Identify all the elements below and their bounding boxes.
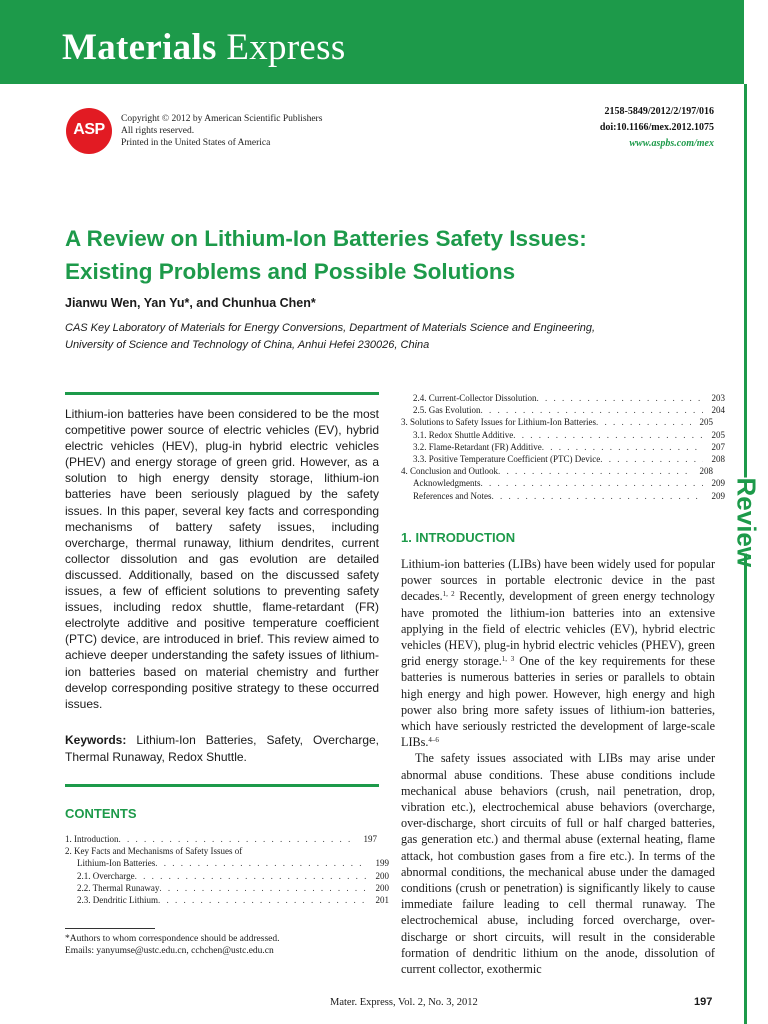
toc-entry-title: 3.3. Positive Temperature Coefficient (PTC) Device	[413, 454, 601, 465]
toc-leader-dots	[155, 857, 367, 869]
journal-name-bold: Materials	[62, 27, 217, 68]
article-type-label: Review	[731, 477, 762, 568]
keywords-label: Keywords:	[65, 733, 127, 747]
keywords-list: Lithium-Ion Batteries, Safety, Overcharge, Thermal Runaway, Redox Shuttle.	[65, 733, 379, 764]
copyright-line: Printed in the United States of America	[121, 138, 271, 148]
toc-entry-page: 204	[711, 405, 725, 416]
copyright-line: All rights reserved.	[121, 126, 195, 136]
toc-entry-title: 3.2. Flame-Retardant (FR) Additive	[413, 441, 542, 452]
toc-leader-dots	[596, 416, 691, 428]
journal-url-link[interactable]: www.aspbs.com/mex	[629, 138, 714, 149]
text-run: Lithium-ion batteries (LIBs) have been widely used for popular power sources in portable electronic device in the past decades.	[401, 557, 715, 604]
journal-name-light: Express	[226, 27, 346, 68]
keywords	[65, 732, 379, 765]
abstract-top-rule	[65, 392, 379, 395]
toc-leader-dots	[481, 404, 704, 416]
citation-ref: 4–6	[428, 736, 439, 745]
issn: 2158-5849/2012/2/197/016	[604, 106, 714, 117]
publication-info	[600, 104, 714, 152]
asp-logo	[66, 108, 112, 154]
toc-entry-page: 203	[711, 393, 725, 403]
abstract: Lithium-ion batteries have been considered to be the most competitive power source of electric vehicles (EV), hybrid electric vehicles (HEV), plug-in hybrid electric vehicles (PHEV) and energy storage of green grid. However, as a solution to high energy density storage, lithium-ion batteries have been seriously plagued by the safety issues. In this paper, several key facts and corresponding mechanisms of battery safety issues, including overcharge, thermal runaway, lithium dendrites, current collector dissolution and gas evolution are detailed discussed. Additionally, based on the discussed safety issues, a few of efficient solutions to preventing safety issues, including redox shuttle, flame-retardant (FR) electrolyte additive and positive temperature coefficient (PTC) device, are introduced in brief. This review aimed to achieve deeper understanding the safety issues of lithium-ion batteries based on material chemistry and further develop corresponding positive strategy to these occurred issues.	[65, 407, 379, 711]
toc-leader-dots	[542, 441, 703, 453]
journal-banner	[0, 0, 744, 84]
toc-entry-page: 207	[711, 441, 725, 452]
toc-leader-dots	[600, 453, 703, 465]
toc-entry[interactable]	[65, 857, 389, 869]
toc-leader-dots	[135, 870, 367, 882]
toc-entry[interactable]	[401, 453, 725, 465]
footnote-line: *Authors to whom correspondence should be addressed.	[65, 934, 280, 944]
toc-entry-page: 197	[363, 834, 377, 844]
page-number: 197	[694, 996, 713, 1008]
toc-leader-dots	[119, 833, 356, 845]
text-run: Recently, development of green energy technology have promoted the lithium-ion batteries into an extensive applying in the field of electric vehicles (EV), hybrid electric vehicles (HEV), plug-in hybrid electric vehicles (PHEV), green grid energy storage.	[401, 589, 715, 669]
toc-leader-dots	[513, 429, 703, 441]
toc-entry-title: 4. Conclusion and Outlook	[401, 466, 498, 477]
toc-entry-title: 2.3. Dendritic Lithium	[77, 895, 158, 906]
running-footer: Mater. Express, Vol. 2, No. 3, 2012	[330, 997, 478, 1008]
toc-leader-dots	[498, 465, 691, 477]
correspondence-footnote	[65, 933, 280, 957]
toc-entry-page: 209	[711, 478, 725, 489]
toc-entry-page: 205	[711, 429, 725, 440]
citation-ref: 1, 3	[501, 655, 515, 664]
authors: Jianwu Wen, Yan Yu*, and Chunhua Chen*	[65, 296, 316, 310]
toc-entry-title: 2.4. Current-Collector Dissolution	[413, 393, 537, 403]
toc-entry[interactable]	[65, 870, 389, 882]
introduction-heading: 1. INTRODUCTION	[401, 530, 516, 545]
toc-entry[interactable]	[401, 441, 725, 453]
contents-heading: CONTENTS	[65, 806, 137, 821]
toc-entry-page: 200	[375, 882, 389, 893]
citation-ref: 1, 2	[442, 590, 455, 599]
journal-title	[62, 26, 346, 69]
toc-entry[interactable]	[401, 404, 725, 416]
toc-leader-dots	[481, 477, 704, 489]
toc-entry-page: 209	[711, 490, 725, 501]
toc-entry-page: 208	[711, 454, 725, 465]
toc-entry[interactable]	[65, 845, 377, 857]
title-line: Existing Problems and Possible Solutions	[65, 259, 516, 284]
copyright-notice	[121, 113, 322, 149]
toc-entry-title: 2.5. Gas Evolution	[413, 405, 481, 416]
toc-entry-title: 2.1. Overcharge	[77, 870, 135, 881]
toc-leader-dots	[537, 392, 704, 404]
toc-entry[interactable]	[65, 894, 389, 906]
toc-entry[interactable]	[401, 465, 713, 477]
toc-entry-page: 208	[699, 466, 713, 477]
footnote-emails: Emails: yanyumse@ustc.edu.cn, cchchen@ustc.edu.cn	[65, 946, 274, 956]
toc-entry[interactable]	[401, 490, 725, 502]
text-run: One of the key requirements for these batteries is numerous batteries in series or parallels to obtain high energy and high power. However, high energy and high power also bring more safety issues of lithium-ion batteries, which have seriously restricted the development of large-scale LIBs.	[401, 654, 716, 750]
paragraph: The safety issues associated with LIBs may arise under abnormal abuse conditions. These abuse conditions include mechanical abuse behaviors (crush, nail penetration, drop, vibration etc.), electrochemical abuse behaviors (overcharge, over-discharge, short circuits of full or half charged batteries, gas generation etc.) and thermal abuse (external heating, flame attack, hot combustion gases from a fire etc.). In terms of the abnormal conditions, the mechanical abuse under the damaged conditions (crush or penetration) is significantly likely to cause immediate failure leading to cell thermal runaway. The electrochemical abuse, including forced overcharge, over-discharge or short circuits, will result in the considerable formation of dendritic lithium on the anode, dissolution of current collector, exothermic	[401, 751, 715, 977]
toc-entry-title: 3.1. Redox Shuttle Additive	[413, 429, 514, 440]
table-of-contents-right	[401, 392, 725, 502]
toc-leader-dots	[159, 882, 367, 894]
toc-entry-title: 3. Solutions to Safety Issues for Lithium-Ion Batteries	[401, 417, 596, 428]
title-line: A Review on Lithium-Ion Batteries Safety Issues:	[65, 226, 587, 251]
toc-entry-page: 201	[375, 895, 389, 906]
affiliation	[65, 320, 705, 354]
toc-entry-page: 199	[375, 858, 389, 869]
abstract-bottom-rule	[65, 784, 379, 787]
toc-entry-page: 205	[699, 417, 713, 428]
affiliation-line: CAS Key Laboratory of Materials for Energy Conversions, Department of Materials Science and Engineering,	[65, 322, 596, 334]
toc-entry[interactable]	[401, 392, 725, 404]
toc-entry-title: 1. Introduction	[65, 834, 119, 844]
toc-entry-title: References and Notes	[413, 490, 492, 501]
toc-entry-title: 2. Key Facts and Mechanisms of Safety Issues of	[65, 846, 243, 857]
toc-entry[interactable]	[65, 833, 377, 845]
toc-entry[interactable]	[65, 882, 389, 894]
toc-entry[interactable]	[401, 477, 725, 489]
toc-entry-title: 2.2. Thermal Runaway	[77, 882, 160, 893]
asp-logo-text: ASP	[73, 121, 105, 138]
toc-entry-title: Acknowledgments	[413, 478, 481, 489]
toc-entry-title: Lithium-Ion Batteries	[77, 858, 156, 869]
affiliation-line: University of Science and Technology of China, Anhui Hefei 230026, China	[65, 339, 430, 351]
table-of-contents-left	[65, 833, 389, 906]
paragraph	[401, 556, 715, 750]
toc-entry[interactable]	[401, 429, 725, 441]
toc-entry-page: 200	[375, 870, 389, 881]
toc-leader-dots	[491, 490, 703, 502]
introduction-body	[401, 556, 715, 977]
doi: doi:10.1166/mex.2012.1075	[599, 122, 714, 133]
copyright-line: Copyright © 2012 by American Scientific Publishers	[121, 114, 323, 124]
toc-entry[interactable]	[401, 416, 713, 428]
footnote-rule	[65, 928, 155, 929]
toc-leader-dots	[158, 894, 367, 906]
article-title	[65, 222, 715, 288]
